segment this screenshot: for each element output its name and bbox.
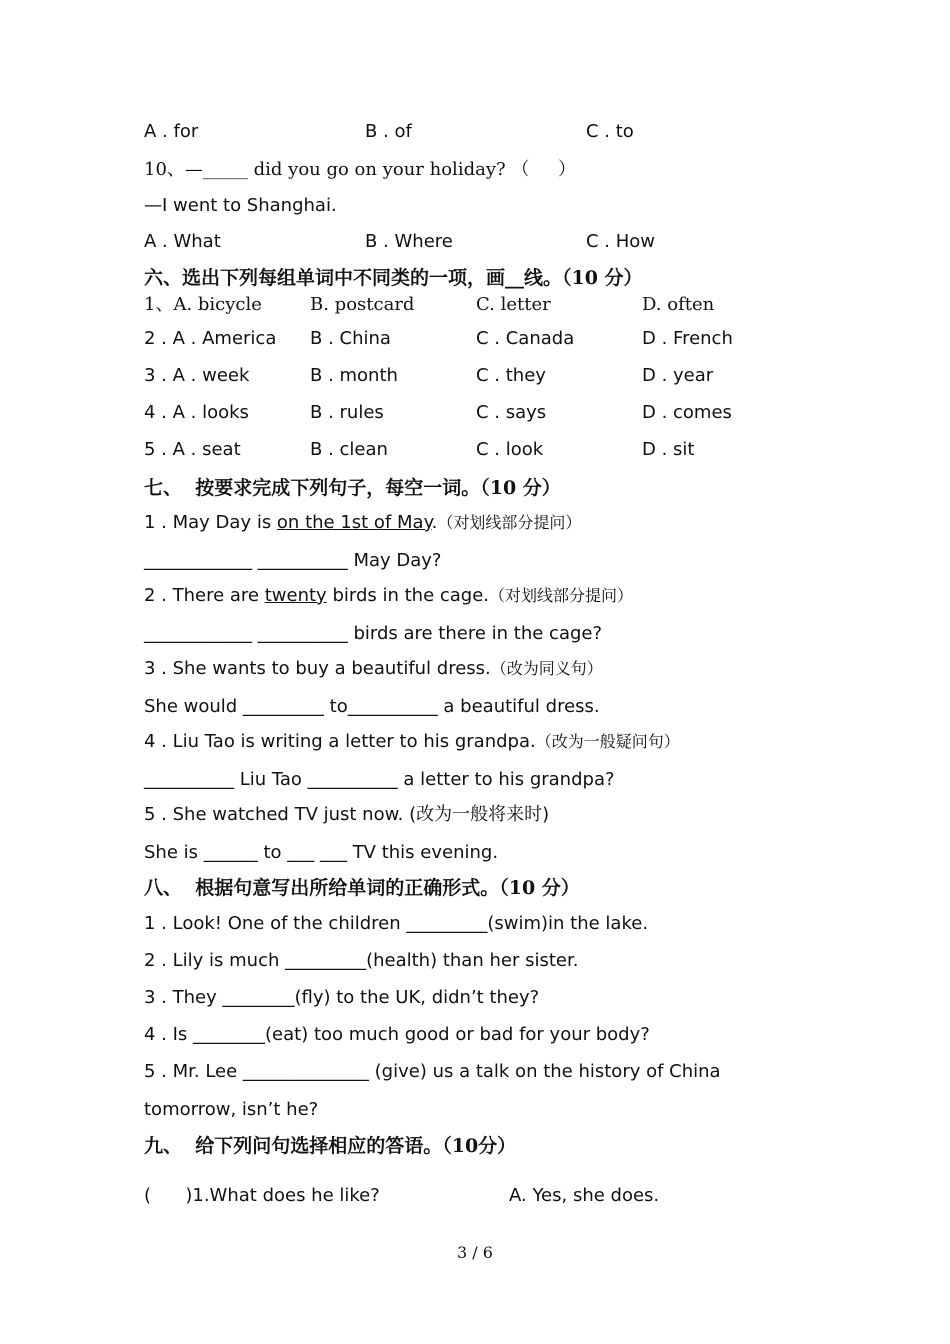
s8-item-3: 3 . They ________(fly) to the UK, didn’t they? (144, 987, 540, 1008)
s6-row3-b: B . month (310, 365, 398, 386)
s6-row1-b: B. postcard (310, 294, 415, 315)
s8-item-2: 2 . Lily is much _________(health) than her sister. (144, 950, 579, 971)
s6-row1-c: C. letter (476, 294, 551, 315)
section6-title: 六、选出下列每组单词中不同类的一项，画__线。（10 分） (144, 267, 643, 289)
s7-q1-post: . (431, 512, 438, 533)
s9-row1-answer: A. Yes, she does. (509, 1185, 660, 1206)
s6-row5-a: 5 . A . seat (144, 439, 241, 460)
q10-answer: —I went to Shanghai. (144, 195, 337, 216)
s8-item-5-cont: tomorrow, isn’t he? (144, 1099, 319, 1120)
q9-option-a: A . for (144, 121, 199, 142)
s7-q1-note: （对划线部分提问） (437, 513, 582, 532)
s8-item-5: 5 . Mr. Lee ______________ (give) us a talk on the history of China (144, 1061, 721, 1082)
s8-item-1: 1 . Look! One of the children _________(swim)in the lake. (144, 913, 649, 934)
s7-q3-note: （改为同义句） (490, 659, 603, 678)
section7-title: 七、 按要求完成下列句子，每空一词。（10 分） (144, 477, 561, 499)
s6-row4-c: C . says (476, 402, 547, 423)
s7-q4-note: （改为一般疑问句） (535, 732, 680, 751)
s7-q2-pre: 2 . There are (144, 585, 265, 606)
s6-row3-c: C . they (476, 365, 546, 386)
section9-title: 九、 给下列问句选择相应的答语。（10分） (144, 1135, 517, 1157)
s6-row1-d: D. often (642, 294, 715, 315)
q9-option-b: B . of (365, 121, 412, 142)
section8-title: 八、 根据句意写出所给单词的正确形式。（10 分） (144, 877, 580, 899)
s6-row4-b: B . rules (310, 402, 384, 423)
s7-q3-answer-line: She would _________ to__________ a beautiful dress. (144, 696, 600, 717)
s6-row1-a: 1、A. bicycle (144, 294, 262, 315)
s7-q2-post: birds in the cage. (326, 585, 490, 606)
s9-row1-question: ( )1.What does he like? (144, 1185, 380, 1206)
s6-row2-d: D . French (642, 328, 733, 349)
s6-row4-d: D . comes (642, 402, 732, 423)
s7-q5: 5 . She watched TV just now. (改为一般将来时) (144, 804, 550, 825)
s7-q5-answer-line: She is ______ to ___ ___ TV this evening. (144, 842, 499, 863)
s6-row5-c: C . look (476, 439, 544, 460)
s7-q4-answer-line: __________ Liu Tao __________ a letter to his grandpa? (144, 769, 615, 790)
s6-row5-d: D . sit (642, 439, 695, 460)
q10-stem: 10、—_____ did you go on your holiday? （ ） (144, 159, 576, 180)
s7-q2-underlined: twenty (264, 585, 327, 606)
q9-option-c: C . to (586, 121, 634, 142)
s7-q3-text: 3 . She wants to buy a beautiful dress. (144, 658, 491, 679)
s7-q1 (144, 511, 581, 535)
s7-q4-text: 4 . Liu Tao is writing a letter to his grandpa. (144, 731, 536, 752)
s6-row3-a: 3 . A . week (144, 365, 250, 386)
s6-row2-c: C . Canada (476, 328, 575, 349)
s7-q2-note: （对划线部分提问） (489, 586, 634, 605)
s7-q2-answer-line: ____________ __________ birds are there in the cage? (144, 623, 603, 644)
q10-option-b: B . Where (365, 231, 453, 252)
q10-option-c: C . How (586, 231, 656, 252)
s6-row2-a: 2 . A . America (144, 328, 277, 349)
s7-q1-underlined: on the 1st of May (276, 512, 432, 533)
s7-q4 (144, 730, 680, 754)
q10-option-a: A . What (144, 231, 221, 252)
page-number: 3 / 6 (457, 1243, 493, 1262)
s7-q2 (144, 584, 633, 608)
s7-q3 (144, 657, 603, 681)
s7-q1-answer-line: ____________ __________ May Day? (144, 550, 442, 571)
s8-item-4: 4 . Is ________(eat) too much good or bad for your body? (144, 1024, 650, 1045)
s7-q1-pre: 1 . May Day is (144, 512, 277, 533)
s6-row2-b: B . China (310, 328, 391, 349)
s6-row3-d: D . year (642, 365, 714, 386)
s6-row5-b: B . clean (310, 439, 388, 460)
s6-row4-a: 4 . A . looks (144, 402, 249, 423)
